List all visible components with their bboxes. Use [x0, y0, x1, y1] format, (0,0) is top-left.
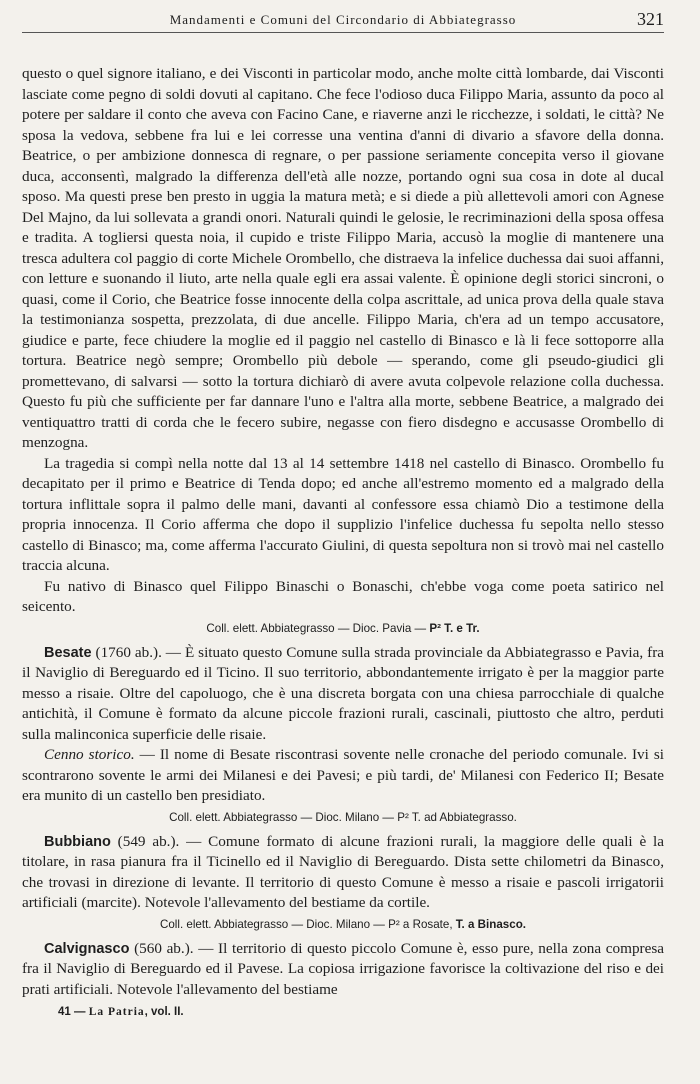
admin-bold: P² T. e Tr.	[429, 621, 480, 635]
admin-info-binasco	[22, 620, 664, 637]
admin-info-bubbiano	[22, 916, 664, 933]
cenno-storico	[22, 745, 664, 807]
footer-volume: , vol. II.	[144, 1006, 184, 1018]
running-head: Mandamenti e Comuni del Circondario di Abbiategrasso	[169, 12, 517, 27]
entry-text: (1760 ab.). — È situato questo Comune sulla strada provinciale da Abbiategrasso e Pavia, fra il Naviglio di Bereguardo ed il Ticino. Il suo territorio, abbondantemente irrigato è per la maggior parte messo a risaie. Oltre del capoluogo, che è una discreta borgata con una chiesa parrocchiale di qualche antichità, il Comune è formato da alcune piccole frazioni rurali, cascinali, piuttosto che altro, perduti sulla malinconica superficie delle risaie.	[22, 643, 664, 743]
entry-name: Bubbiano	[44, 833, 111, 850]
entry-name: Calvignasco	[44, 940, 130, 957]
admin-info-besate	[22, 809, 664, 826]
admin-text: Coll. elett. Abbiategrasso — Dioc. Pavia —	[206, 621, 430, 635]
entry-calvignasco	[22, 939, 664, 1001]
entry-text: (560 ab.). — Il territorio di questo piccolo Comune è, esso pure, nella zona compresa fra il Naviglio di Bereguardo ed il Pavese. La copiosa irrigazione favorisce la coltivazione del riso e dei prati artificiali. Notevole l'allevamento del bestiame	[22, 939, 664, 998]
page-number: 321	[637, 9, 664, 29]
footer-title: La Patria	[88, 1006, 145, 1018]
admin-text: Coll. elett. Abbiategrasso — Dioc. Milano — P² T. ad Abbiategrasso.	[169, 810, 517, 824]
entry-text: (549 ab.). — Comune formato di alcune frazioni rurali, la maggiore delle quali è la titolare, in rasa pianura fra il Ticinello ed il Naviglio di Bereguardo. Dista sette chilometri da Binasco, che trovasi in direzione di levante. Il territorio di questo Comune è messo a risaie e pascoli irrigatorii artificiali (marcite). Notevole l'allevamento del bestiame da cortile.	[22, 832, 664, 911]
admin-bold: T. a Binasco.	[455, 917, 526, 931]
paragraph: questo o quel signore italiano, e dei Visconti in particolar modo, anche molte città lombarde, dai Visconti lasciate come pegno di soldi dovuti al capitano. Che fece l'odioso duca Filippo Maria, assunto da poco al potere per saldare il conto che aveva con Facino Cane, e riaverne anzi le ricchezze, i soldati, le città? Ne sposa la vedova, sebbene fra lui e lei corresse una ventina d'anni di divario a sfavore della donna. Beatrice, o per ambizione donnesca di regnare, o per passione seriamente concepita verso il giovane duca, acconsentì, malgrado la differenza dell'età alle nozze, portando ogni sua cosa in dote al ducal sposo. Ma questi prese ben presto in uggia la matura metà; e si diede a più allettevoli amori con Agnese Del Majno, da lui sollevata a grandi onori. Naturali quindi le gelosie, le recriminazioni della sposa offesa e tradita. A togliersi questa noia, il cupido e triste Filippo Maria, accusò la moglie di mantenere una tresca adultera col paggio di corte Michele Orombello, che distraeva la infelice duchessa dai suoi affanni, con letture e suonando il liuto, arte nella quale egli era assai valente. È opinione degli storici sincroni, o quasi, come il Corio, che Beatrice fosse innocente della colpa ascrittale, ad unica prova della quale stava la testimonianza sospetta, prezzolata, di due ancelle. Filippo Maria, ch'era ad un tempo accusatore, giudice e parte, fece chiudere la moglie ed il paggio nel castello di Binasco e là li fece sottoporre alla tortura. Beatrice negò sempre; Orombello più debole — sperando, come gli pseudo-giudici gli promettevano, di salvarsi — sotto la tortura dichiarò di avere avuta colpevole relazione colla duchessa. Questo fu più che sufficiente per far dannare l'uno e l'altra alla morte, sebbene Beatrice, a malgrado dei ventiquattro tratti di corda che le fecero subire, negasse con fiero disdegno e accusasse Orombello di menzogna.	[22, 65, 664, 451]
entry-name: Besate	[44, 644, 92, 661]
page-footer	[58, 1006, 184, 1018]
page-header	[22, 10, 664, 33]
paragraph: Fu nativo di Binasco quel Filippo Binaschi o Bonaschi, ch'ebbe voga come poeta satirico nel seicento.	[22, 577, 664, 615]
entry-bubbiano	[22, 832, 664, 914]
paragraph: La tragedia si compì nella notte dal 13 al 14 settembre 1418 nel castello di Binasco. Orombello fu decapitato per il primo e Beatrice di Tenda dopo; ed anche all'estremo momento ed a malgrado della tortura inflittale sopra il palmo delle mani, davanti al confessore essa chiamò Dio a testimone della propria innocenza. Il Corio afferma che dopo il supplizio l'infelice duchessa fu sepolta nello stesso castello di Binasco; ma, come afferma l'accurato Giulini, di questa sepoltura non si trovò mai nel castello traccia alcuna.	[22, 454, 664, 574]
cenno-text: — Il nome di Besate riscontrasi sovente nelle cronache del periodo comunale. Ivi si scontrarono sovente le armi dei Milanesi e dei Pavesi; e più tardi, de' Milanesi con Federico II; Besate era munito di un castello ben presidiato.	[22, 746, 665, 804]
footer-sheet: 41 —	[58, 1006, 89, 1018]
cenno-label: Cenno storico.	[44, 746, 135, 763]
page-body	[22, 64, 664, 1000]
admin-text: Coll. elett. Abbiategrasso — Dioc. Milano — P² a Rosate,	[159, 917, 456, 931]
entry-besate	[22, 643, 664, 746]
